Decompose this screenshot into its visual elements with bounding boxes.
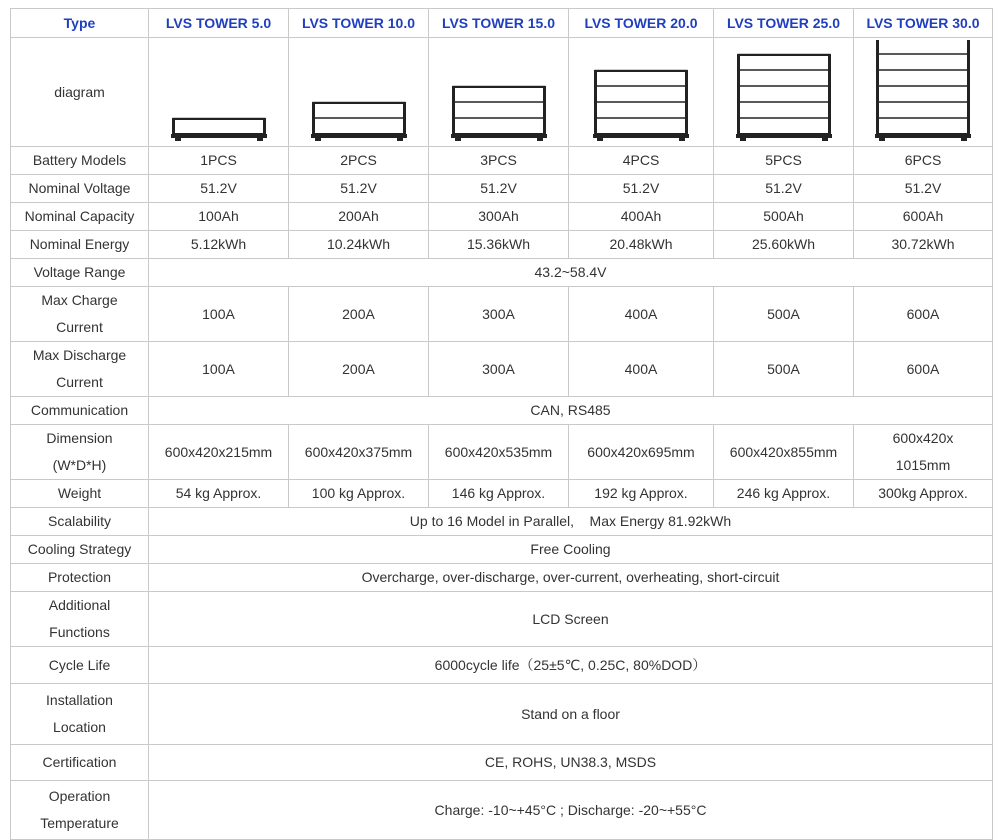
- merged-cell: 43.2~58.4V: [149, 259, 993, 287]
- row-label: Nominal Voltage: [11, 175, 149, 203]
- battery-base: [593, 134, 689, 138]
- cell: 400Ah: [569, 203, 714, 231]
- battery-rail-right: [828, 54, 831, 136]
- cell: 51.2V: [149, 175, 289, 203]
- diagram-cell: [149, 38, 289, 147]
- row-label: Voltage Range: [11, 259, 149, 287]
- cell: 300Ah: [429, 203, 569, 231]
- cell: 3PCS: [429, 147, 569, 175]
- battery-foot: [679, 138, 685, 141]
- cell: 100A: [149, 287, 289, 342]
- cell: 400A: [569, 287, 714, 342]
- merged-cell: CAN, RS485: [149, 397, 993, 425]
- row-label: Scalability: [11, 508, 149, 536]
- model-header: LVS TOWER 5.0: [149, 9, 289, 38]
- battery-foot: [257, 138, 263, 141]
- merged-cell: Overcharge, over-discharge, over-current, overheating, short-circuit: [149, 564, 993, 592]
- table-row: [11, 287, 993, 342]
- cell: 400A: [569, 342, 714, 397]
- row-label: [11, 425, 149, 480]
- battery-rail-left: [737, 54, 740, 136]
- battery-rail-left: [312, 102, 315, 136]
- cell: 600Ah: [854, 203, 993, 231]
- diagram-cell: [714, 38, 854, 147]
- row-label: Protection: [11, 564, 149, 592]
- model-header: LVS TOWER 15.0: [429, 9, 569, 38]
- merged-cell: 6000cycle life（25±5℃, 0.25C, 80%DOD）: [149, 647, 993, 684]
- header-row: [11, 9, 993, 38]
- row-label: [11, 342, 149, 397]
- cell: 500A: [714, 342, 854, 397]
- merged-cell: CE, ROHS, UN38.3, MSDS: [149, 745, 993, 781]
- merged-cell: Charge: -10~+45°C ; Discharge: -20~+55°C: [149, 781, 993, 840]
- cell: 54 kg Approx.: [149, 480, 289, 508]
- battery-foot: [455, 138, 461, 141]
- cell: 192 kg Approx.: [569, 480, 714, 508]
- battery-foot: [961, 138, 967, 141]
- battery-foot: [175, 138, 181, 141]
- battery-base: [736, 134, 832, 138]
- label-line: Location: [53, 719, 106, 735]
- label-line: Additional: [48, 597, 111, 613]
- row-label: [11, 781, 149, 840]
- merged-cell: Stand on a floor: [149, 684, 993, 745]
- label-line: Operation: [48, 788, 111, 804]
- battery-body: [173, 118, 265, 134]
- cell: 6PCS: [854, 147, 993, 175]
- row-label: Nominal Capacity: [11, 203, 149, 231]
- cell: 25.60kWh: [714, 231, 854, 259]
- table-row: [11, 231, 993, 259]
- battery-tower-image: [719, 40, 849, 144]
- row-label: Battery Models: [11, 147, 149, 175]
- row-label: diagram: [11, 38, 149, 147]
- spec-table: [10, 8, 993, 840]
- cell: 51.2V: [714, 175, 854, 203]
- row-label: [11, 684, 149, 745]
- table-row: [11, 536, 993, 564]
- battery-base: [451, 134, 547, 138]
- row-label: Nominal Energy: [11, 231, 149, 259]
- cell: 5PCS: [714, 147, 854, 175]
- cell: 300kg Approx.: [854, 480, 993, 508]
- battery-tower-image: [858, 40, 988, 144]
- cell: 600A: [854, 287, 993, 342]
- model-header: LVS TOWER 25.0: [714, 9, 854, 38]
- cell: 146 kg Approx.: [429, 480, 569, 508]
- label-line: (W*D*H): [52, 457, 107, 473]
- cell: 600x420x855mm: [714, 425, 854, 480]
- cell-line: 600x420x: [892, 430, 954, 446]
- cell: 600x420x695mm: [569, 425, 714, 480]
- model-header: LVS TOWER 30.0: [854, 9, 993, 38]
- battery-tower-image: [294, 40, 424, 144]
- battery-foot: [879, 138, 885, 141]
- table-row: [11, 259, 993, 287]
- label-line: Max Charge: [41, 292, 118, 308]
- battery-rail-right: [543, 86, 546, 136]
- cell: 600A: [854, 342, 993, 397]
- cell: 4PCS: [569, 147, 714, 175]
- cell: 51.2V: [569, 175, 714, 203]
- cell: 600x420x375mm: [289, 425, 429, 480]
- cell: 300A: [429, 287, 569, 342]
- type-header: Type: [11, 9, 149, 38]
- battery-base: [171, 134, 267, 138]
- label-line: Dimension: [46, 430, 113, 446]
- cell: 5.12kWh: [149, 231, 289, 259]
- cell: 15.36kWh: [429, 231, 569, 259]
- label-line: Temperature: [40, 815, 119, 831]
- cell: 2PCS: [289, 147, 429, 175]
- diagram-row: [11, 38, 993, 147]
- label-line: Installation: [46, 692, 113, 708]
- cell: 500A: [714, 287, 854, 342]
- table-row: [11, 175, 993, 203]
- battery-tower-image: [154, 40, 284, 144]
- battery-foot: [822, 138, 828, 141]
- cell: 200Ah: [289, 203, 429, 231]
- diagram-cell: [429, 38, 569, 147]
- table-row: [11, 397, 993, 425]
- battery-base: [311, 134, 407, 138]
- cell: [854, 425, 993, 480]
- cell: 51.2V: [289, 175, 429, 203]
- table-row: [11, 147, 993, 175]
- cell: 100 kg Approx.: [289, 480, 429, 508]
- cell: 200A: [289, 342, 429, 397]
- row-label: Weight: [11, 480, 149, 508]
- table-row: [11, 425, 993, 480]
- battery-base: [875, 134, 971, 138]
- table-row: [11, 781, 993, 840]
- battery-body: [453, 86, 545, 134]
- model-header: LVS TOWER 10.0: [289, 9, 429, 38]
- table-row: [11, 480, 993, 508]
- cell: 300A: [429, 342, 569, 397]
- battery-rail-right: [685, 70, 688, 136]
- cell: 600x420x215mm: [149, 425, 289, 480]
- row-label: [11, 287, 149, 342]
- table-row: [11, 203, 993, 231]
- cell: 51.2V: [854, 175, 993, 203]
- cell: 51.2V: [429, 175, 569, 203]
- row-label: [11, 592, 149, 647]
- label-line: Current: [56, 319, 103, 335]
- table-row: [11, 745, 993, 781]
- merged-cell: Up to 16 Model in Parallel, Max Energy 81.92kWh: [149, 508, 993, 536]
- table-row: [11, 342, 993, 397]
- cell: 600x420x535mm: [429, 425, 569, 480]
- label-line: Current: [56, 374, 103, 390]
- battery-foot: [740, 138, 746, 141]
- battery-foot: [537, 138, 543, 141]
- cell: 100Ah: [149, 203, 289, 231]
- label-line: Functions: [49, 624, 110, 640]
- battery-foot: [397, 138, 403, 141]
- cell: 1PCS: [149, 147, 289, 175]
- battery-rail-right: [403, 102, 406, 136]
- battery-foot: [315, 138, 321, 141]
- battery-rail-left: [594, 70, 597, 136]
- cell: 500Ah: [714, 203, 854, 231]
- diagram-cell: [289, 38, 429, 147]
- row-label: Certification: [11, 745, 149, 781]
- cell: 100A: [149, 342, 289, 397]
- battery-tower-image: [434, 40, 564, 144]
- merged-cell: LCD Screen: [149, 592, 993, 647]
- cell: 30.72kWh: [854, 231, 993, 259]
- diagram-cell: [569, 38, 714, 147]
- table-row: [11, 684, 993, 745]
- battery-rail-left: [452, 86, 455, 136]
- row-label: Cycle Life: [11, 647, 149, 684]
- diagram-cell: [854, 38, 993, 147]
- cell: 246 kg Approx.: [714, 480, 854, 508]
- cell: 200A: [289, 287, 429, 342]
- row-label: Cooling Strategy: [11, 536, 149, 564]
- table-row: [11, 508, 993, 536]
- cell-line: 1015mm: [895, 457, 951, 473]
- table-row: [11, 564, 993, 592]
- cell: 10.24kWh: [289, 231, 429, 259]
- table-row: [11, 647, 993, 684]
- model-header: LVS TOWER 20.0: [569, 9, 714, 38]
- label-line: Max Discharge: [32, 347, 127, 363]
- cell: 20.48kWh: [569, 231, 714, 259]
- merged-cell: Free Cooling: [149, 536, 993, 564]
- row-label: Communication: [11, 397, 149, 425]
- battery-foot: [597, 138, 603, 141]
- battery-body: [738, 54, 830, 134]
- battery-tower-image: [576, 40, 706, 144]
- table-row: [11, 592, 993, 647]
